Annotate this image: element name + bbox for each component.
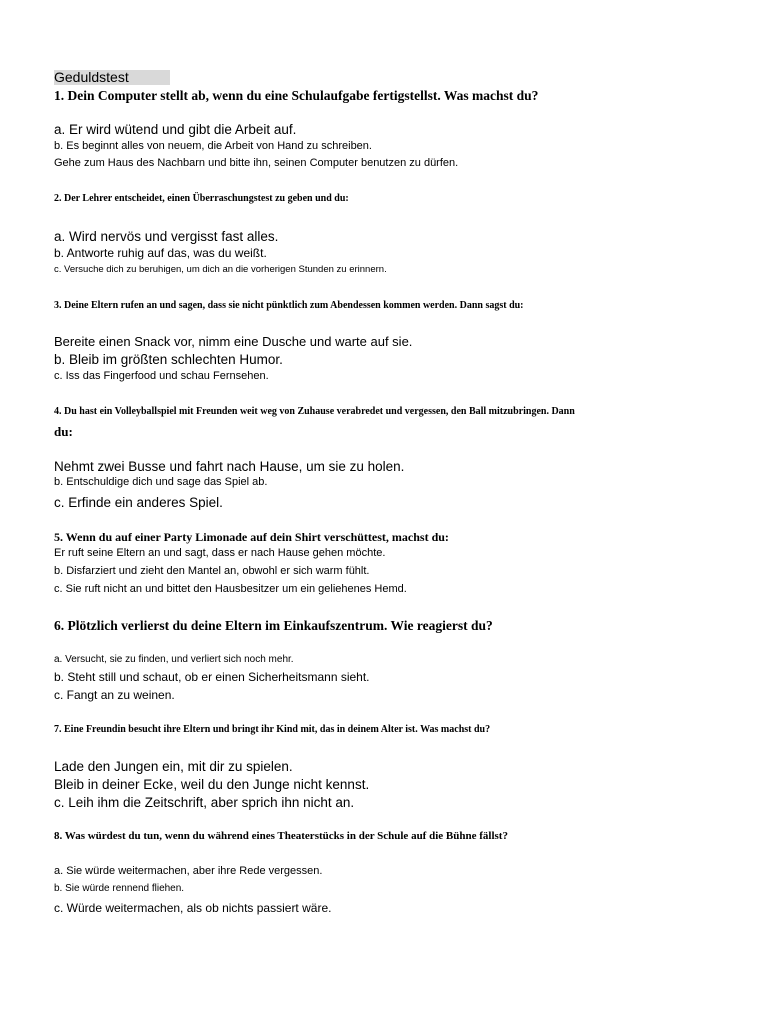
question-7: 7. Eine Freundin besucht ihre Eltern und bringt ihr Kind mit, das in deinem Alter ist. Was machst du?: [54, 724, 491, 735]
question-4-continued: du:: [54, 424, 73, 439]
answer-5b: b. Disfarziert und zieht den Mantel an, obwohl er sich warm fühlt.: [54, 565, 370, 577]
answer-3b: b. Bleib im größten schlechten Humor.: [54, 352, 283, 367]
question-6: 6. Plötzlich verlierst du deine Eltern im Einkaufszentrum. Wie reagierst du?: [54, 618, 493, 633]
question-8: 8. Was würdest du tun, wenn du während eines Theaterstücks in der Schule auf die Bühne fällst?: [54, 830, 508, 842]
answer-1b: b. Es beginnt alles von neuem, die Arbeit von Hand zu schreiben.: [54, 140, 372, 152]
answer-8c: c. Würde weitermachen, als ob nichts passiert wäre.: [54, 901, 332, 915]
answer-4b: b. Entschuldige dich und sage das Spiel ab.: [54, 476, 268, 488]
answer-1a: a. Er wird wütend und gibt die Arbeit auf.: [54, 122, 297, 137]
answer-4c: c. Erfinde ein anderes Spiel.: [54, 495, 223, 510]
answer-7b: Bleib in deiner Ecke, weil du den Junge nicht kennst.: [54, 777, 370, 792]
answer-7a: Lade den Jungen ein, mit dir zu spielen.: [54, 759, 293, 774]
answer-5c: c. Sie ruft nicht an und bittet den Hausbesitzer um ein geliehenes Hemd.: [54, 583, 407, 595]
answer-6c: c. Fangt an zu weinen.: [54, 688, 175, 702]
answer-1c: Gehe zum Haus des Nachbarn und bitte ihn, seinen Computer benutzen zu dürfen.: [54, 157, 459, 169]
question-4: 4. Du hast ein Volleyballspiel mit Freunden weit weg von Zuhause verabredet und vergessen, den Ball mitzubringen. Dann: [54, 406, 575, 417]
answer-3a: Bereite einen Snack vor, nimm eine Dusche und warte auf sie.: [54, 334, 413, 349]
answer-8a: a. Sie würde weitermachen, aber ihre Rede vergessen.: [54, 865, 323, 877]
question-5: 5. Wenn du auf einer Party Limonade auf dein Shirt verschüttest, machst du:: [54, 530, 449, 544]
question-3: 3. Deine Eltern rufen an und sagen, dass sie nicht pünktlich zum Abendessen kommen werden. Dann sagst du:: [54, 300, 524, 311]
answer-2c: c. Versuche dich zu beruhigen, um dich an die vorherigen Stunden zu erinnern.: [54, 264, 387, 275]
answer-7c: c. Leih ihm die Zeitschrift, aber sprich ihn nicht an.: [54, 795, 355, 810]
answer-8b: b. Sie würde rennend fliehen.: [54, 883, 185, 894]
answer-3c: c. Iss das Fingerfood und schau Fernsehen.: [54, 370, 269, 382]
question-1: 1. Dein Computer stellt ab, wenn du eine Schulaufgabe fertigstellst. Was machst du?: [54, 88, 539, 103]
question-2: 2. Der Lehrer entscheidet, einen Überraschungstest zu geben und du:: [54, 193, 349, 204]
answer-5a: Er ruft seine Eltern an und sagt, dass er nach Hause gehen möchte.: [54, 547, 386, 559]
answer-2a: a. Wird nervös und vergisst fast alles.: [54, 229, 279, 244]
answer-4a: Nehmt zwei Busse und fahrt nach Hause, um sie zu holen.: [54, 459, 405, 474]
answer-6a: a. Versucht, sie zu finden, und verliert sich noch mehr.: [54, 654, 294, 665]
answer-6b: b. Steht still und schaut, ob er einen Sicherheitsmann sieht.: [54, 670, 370, 684]
answer-2b: b. Antworte ruhig auf das, was du weißt.: [54, 246, 267, 260]
document-title: Geduldstest: [54, 69, 129, 85]
